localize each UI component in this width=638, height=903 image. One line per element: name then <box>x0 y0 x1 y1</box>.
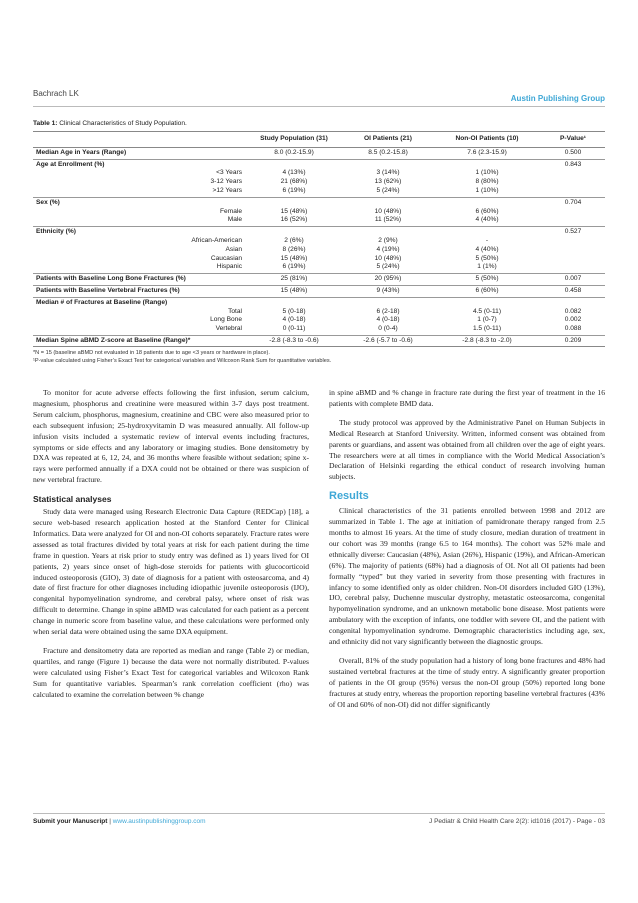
table-cell: 7.6 (2.3-15.9) <box>433 147 541 159</box>
table-cell: 25 (81%) <box>245 274 343 286</box>
table-row <box>33 159 605 169</box>
row-label: Median Age in Years (Range) <box>33 147 245 159</box>
table-cell: 0 (0-4) <box>378 325 398 333</box>
table-cell: 10 (48%) <box>374 207 402 215</box>
table-cell: 11 (52%) <box>374 216 402 224</box>
table-cell: 1 (0-7) <box>477 316 497 324</box>
publisher-name: Austin Publishing Group <box>510 94 605 103</box>
table-cell <box>245 159 343 169</box>
table-cell: 0.088 <box>564 325 582 333</box>
table-row <box>33 308 605 317</box>
table-cell: 0.527 <box>541 227 605 237</box>
table-cell: 16 (52%) <box>280 216 308 224</box>
table-cell: 3 (14%) <box>376 169 400 177</box>
table-cell: 15 (48%) <box>280 207 308 215</box>
table-cell: 5 (0-18) <box>282 307 306 315</box>
table-cell <box>541 297 605 307</box>
row-label: African-American <box>191 236 242 244</box>
table-cell <box>245 227 343 237</box>
table-cell <box>433 297 541 307</box>
table-cell <box>433 159 541 169</box>
table-cell <box>541 208 605 217</box>
table-cell: - <box>485 236 489 244</box>
table-cell: 0.002 <box>564 316 582 324</box>
table-row <box>33 197 605 207</box>
row-label: Vertebral <box>215 325 242 333</box>
table-caption-label: Table 1: <box>33 120 58 127</box>
row-label: Sex (%) <box>33 197 245 207</box>
paragraph: Fracture and densitometry data are reported as median and range (Table 2) or median, quartiles, and range (Figure 1) because the data were not normally distributed. P-values were calculated using Fisher’s Exact Test for categorical variables and Wilcoxon Rank Sum for quantitative variables. Spearman’s rank correlation coefficient (rho) was calculated to examine the correlation between % change <box>33 645 309 699</box>
table-cell: 4.5 (0-11) <box>472 307 502 315</box>
table-cell <box>343 159 433 169</box>
table-row <box>33 208 605 217</box>
table-row <box>33 169 605 178</box>
clinical-characteristics-table <box>33 131 605 347</box>
table-header-cell: OI Patients (21) <box>343 132 433 148</box>
paragraph: Study data were managed using Research Electronic Data Capture (REDCap) [18], a secure web-based research application hosted at the Stanford Center for Clinical Informatics. Data were analyzed for OI and non-OI cohorts separately. Fracture rates were assessed as total fractures divided by total years at risk for each patient during the time frame in question. Years at risk prior to study entry was defined as 1) years lived for OI patients, 2) years since onset of high-dose steroids for patients with glucocorticoid induced osteoporosis (GIO), 3) date of diagnosis for a patient with osteosarcoma, and 4) date of first fracture for other diagnoses including idiopathic juvenile osteoporosis (IJO), congenital hypomyelination syndrome, and cerebral palsy, where onset of risk was difficult to determine. Change in spine aBMD was calculated for each patient as a percent change in numeric score from baseline value, and these calculations were performed only when serial data were obtained using the same DXA equipment. <box>33 507 309 637</box>
row-label: Median # of Fractures at Baseline (Range) <box>33 297 245 307</box>
table-caption <box>33 120 605 127</box>
table-cell: 0.082 <box>564 307 582 315</box>
table-cell: -2.6 (-5.7 to -0.6) <box>343 335 433 346</box>
footer-separator: | <box>107 818 113 825</box>
row-label: Female <box>220 207 242 215</box>
table-cell: 6 (19%) <box>282 263 306 271</box>
table-cell: 8.0 (0.2-15.9) <box>245 147 343 159</box>
table-cell: 0 (0-11) <box>282 325 306 333</box>
table-cell: -2.8 (-8.3 to -2.0) <box>433 335 541 346</box>
paragraph: Overall, 81% of the study population had a history of long bone fractures and 48% had sustained vertebral fractures at the time of study entry. A significantly greater proportion of patients in the OI group (95%) versus the non-OI group (50%) reported long bone fractures at study entry, whereas the proportion reporting baseline vertebral fractures (43% of OI and 60% of non-OI) did not differ significantly <box>329 655 605 709</box>
table-cell: 1 (1%) <box>477 263 497 271</box>
header-divider <box>33 106 605 107</box>
paragraph: Clinical characteristics of the 31 patients enrolled between 1998 and 2012 are summarized in Table 1. The age at initiation of pamidronate therapy ranged from 2.5 months to almost 16 years. At the time of study closure, median duration of treatment in our cohort was 39 months (range 6.5 to 164 months). The cohort was 52% male and ethnically diverse: Caucasian (48%), Asian (26%), Hispanic (19%), and African-American (6%). The majority of patients (68%) had a diagnosis of OI. Not all OI patients had been formally “typed” but they varied in severity from those presenting with fractures in infancy to some identified only as older children. Non-OI disorders included GIO (13%), IJO, cerebral palsy, Duchenne muscular dystrophy, metastatic osteosarcoma, congenital hypomyelination syndrome, and an unknown metabolic bone disease. Most patients were ambulatory with the exception of infants, one toddler with severe OI, and the patient with congenital hypomyelination syndrome. Demographic characteristics including age, sex, and ethnicity did not vary significantly between the diagnostic groups. <box>329 506 605 647</box>
table-cell <box>433 197 541 207</box>
table-cell: 4 (40%) <box>475 216 499 224</box>
table-cell: 4 (13%) <box>282 169 306 177</box>
table-header-cell: P-Value¹ <box>541 132 605 148</box>
table-row <box>33 316 605 325</box>
row-label: Long Bone <box>210 316 242 324</box>
table-row <box>33 285 605 297</box>
table-cell: 9 (43%) <box>343 285 433 297</box>
table-row <box>33 274 605 286</box>
table-cell: 1.5 (0-11) <box>472 325 502 333</box>
table-cell: 8 (80%) <box>475 178 499 186</box>
table-cell: 15 (48%) <box>280 254 308 262</box>
footer-citation: J Pediatr & Child Health Care 2(2): id1016 (2017) - Page - 03 <box>429 818 605 825</box>
table-row <box>33 263 605 273</box>
table-header-cell <box>33 132 245 148</box>
table-cell: 2 (6%) <box>284 236 304 244</box>
submit-manuscript-link[interactable]: Submit your Manuscript <box>33 818 108 825</box>
table-cell <box>343 297 433 307</box>
table-cell: 6 (2-18) <box>376 307 400 315</box>
table-cell: 2 (9%) <box>378 236 398 244</box>
table-cell: 6 (60%) <box>475 207 499 215</box>
table-row <box>33 325 605 335</box>
row-label: Median Spine aBMD Z-score at Baseline (Range)* <box>33 335 245 346</box>
paragraph: in spine aBMD and % change in fracture rate during the first year of treatment in the 16 patients with complete BMD data. <box>329 388 605 408</box>
table-cell <box>433 227 541 237</box>
running-head-author: Bachrach LK <box>33 89 79 98</box>
table-cell: 0.458 <box>541 285 605 297</box>
table-cell <box>541 246 605 255</box>
row-label: Hispanic <box>216 263 242 271</box>
publisher-url-link[interactable]: www.austinpublishinggroup.com <box>112 818 206 825</box>
table-cell <box>541 178 605 187</box>
row-label: Patients with Baseline Long Bone Fractures (%) <box>33 274 245 286</box>
table-cell: 0.843 <box>541 159 605 169</box>
table-cell: 5 (24%) <box>376 263 400 271</box>
table-row <box>33 178 605 187</box>
table-row <box>33 255 605 264</box>
table-cell <box>245 297 343 307</box>
table-cell: -2.8 (-8.3 to -0.6) <box>245 335 343 346</box>
table-cell <box>541 255 605 264</box>
row-label: <3 Years <box>216 169 242 177</box>
row-label: Total <box>228 307 242 315</box>
table-cell <box>541 263 605 273</box>
table-footnote: *N = 15 (baseline aBMD not evaluated in 18 patients due to age <3 years or hardware in place). <box>33 350 270 356</box>
table-cell: 4 (0-18) <box>376 316 400 324</box>
row-label: Caucasian <box>210 254 242 262</box>
table-cell: 13 (62%) <box>374 178 402 186</box>
row-label: Asian <box>225 245 242 253</box>
table-cell: 4 (19%) <box>376 245 400 253</box>
table-cell: 0.209 <box>541 335 605 346</box>
table-footnote: ¹P-value calculated using Fisher’s Exact Test for categorical variables and Wilcoxon Rank Sum for quantitative variables. <box>33 358 332 364</box>
table-cell: 4 (40%) <box>475 245 499 253</box>
table-cell <box>245 197 343 207</box>
table-cell: 8 (26%) <box>282 245 306 253</box>
table-header-cell: Non-OI Patients (10) <box>433 132 541 148</box>
footer-submit <box>33 818 206 825</box>
table-cell: 8.5 (0.2-15.8) <box>343 147 433 159</box>
table-row <box>33 216 605 226</box>
footer-divider <box>33 813 605 814</box>
table-cell: 1 (10%) <box>475 186 499 194</box>
table-cell: 6 (60%) <box>433 285 541 297</box>
table-cell: 15 (48%) <box>245 285 343 297</box>
table-cell <box>541 237 605 246</box>
table-cell: 20 (95%) <box>343 274 433 286</box>
row-label: 3-12 Years <box>210 178 242 186</box>
table-cell <box>343 227 433 237</box>
table-cell <box>541 169 605 178</box>
row-label: Ethnicity (%) <box>33 227 245 237</box>
table-cell: 0.704 <box>541 197 605 207</box>
table-cell: 1 (10%) <box>475 169 499 177</box>
table-cell: 0.500 <box>541 147 605 159</box>
table-header-cell: Study Population (31) <box>245 132 343 148</box>
paragraph: The study protocol was approved by the Administrative Panel on Human Subjects in Medical Research at Stanford University. Written, informed consent was obtained from parents or guardians, and assent was obtained from all children over the age of eight years. The researchers were at all times in compliance with the World Medical Association’s Declaration of Helsinki regarding the ethical conduct of research involving human subjects. <box>329 417 605 482</box>
table-cell: 5 (24%) <box>376 186 400 194</box>
table-cell: 0.007 <box>541 274 605 286</box>
section-heading-results: Results <box>329 490 369 503</box>
table-cell: 21 (68%) <box>280 178 308 186</box>
table-cell: 5 (50%) <box>433 274 541 286</box>
table-cell <box>343 197 433 207</box>
table-cell <box>541 216 605 226</box>
table-row <box>33 187 605 197</box>
right-column <box>329 388 605 718</box>
table-caption-text: Clinical Characteristics of Study Population. <box>59 120 187 127</box>
paragraph: To monitor for acute adverse effects following the first infusion, serum calcium, magnesium, phosphorus and creatinine were measured within 3-7 days post treatment. Serum calcium, phosphorus, magnesium, creatinine and CBC were also measured prior to each subsequent infusion; 25-hydroxyvitamin D was measured annually. All follow-up infusion visits included a systematic review of interval events including fractures, symptoms or side effects and any laboratory or imaging studies. Bone densitometry by DXA was repeated at 6, 12, 24, and 36 months where feasible without sedation; spine x-rays were performed annually if a DXA could not be obtained or there was suspicion of new vertebral fracture. <box>33 388 309 485</box>
table-header-row <box>33 132 605 148</box>
table-row <box>33 147 605 159</box>
table-cell: 10 (48%) <box>374 254 402 262</box>
section-heading-statistical-analyses: Statistical analyses <box>33 494 112 505</box>
row-label: Patients with Baseline Vertebral Fractures (%) <box>33 285 245 297</box>
table-cell: 4 (0-18) <box>282 316 306 324</box>
row-label: >12 Years <box>212 186 242 194</box>
table-row <box>33 335 605 346</box>
table-cell: 6 (19%) <box>282 186 306 194</box>
table-row <box>33 297 605 307</box>
table-cell: 5 (50%) <box>475 254 499 262</box>
row-label: Age at Enrollment (%) <box>33 159 245 169</box>
row-label: Male <box>227 216 242 224</box>
table-row <box>33 227 605 237</box>
table-row <box>33 237 605 246</box>
table-row <box>33 246 605 255</box>
table-cell <box>541 187 605 197</box>
left-column <box>33 388 309 708</box>
